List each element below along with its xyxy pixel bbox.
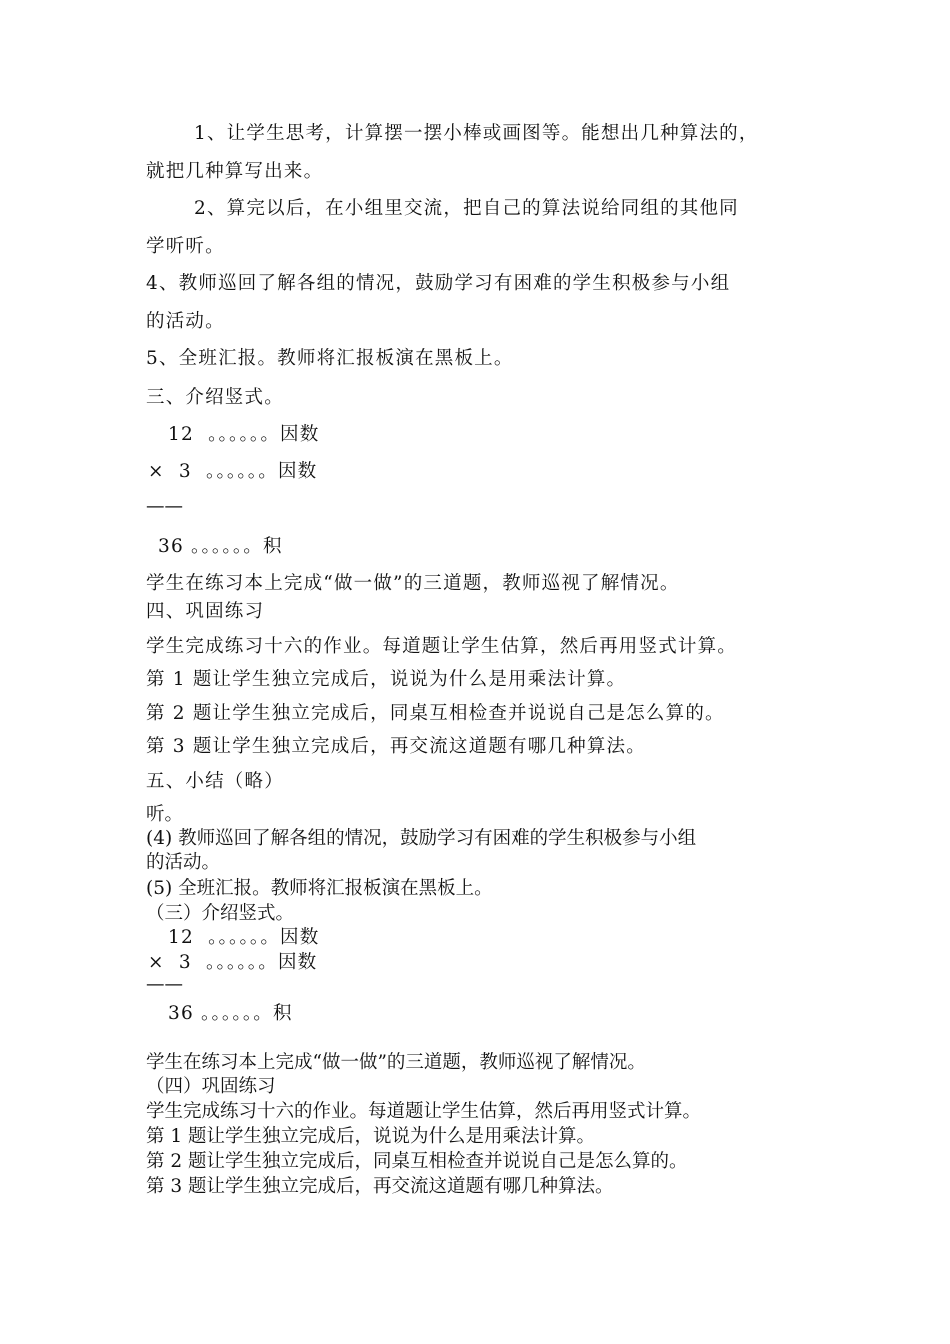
paragraph-line: 学听听。 xyxy=(146,236,225,257)
paragraph-line: 第 3 题让学生独立完成后，再交流这道题有哪几种算法。 xyxy=(146,736,646,757)
section-heading: 三、介绍竖式。 xyxy=(146,387,284,408)
paragraph-line: (5) 全班汇报。教师将汇报板演在黑板上。 xyxy=(146,878,493,899)
paragraph-line: 学生完成练习十六的作业。每道题让学生估算，然后再用竖式计算。 xyxy=(146,1101,702,1122)
vertical-calc-line: 12 。。。。。。因数 xyxy=(168,424,320,445)
paragraph-line: 学生在练习本上完成“做一做”的三道题，教师巡视了解情况。 xyxy=(146,573,680,594)
paragraph-line: 听。 xyxy=(146,804,184,825)
paragraph-line: 4、教师巡回了解各组的情况，鼓励学习有困难的学生积极参与小组 xyxy=(146,273,731,294)
paragraph-line: 2、算完以后，在小组里交流，把自己的算法说给同组的其他同 xyxy=(194,198,739,219)
vertical-calc-line: 36 。。。。。。积 xyxy=(158,536,283,557)
paragraph-line: (4) 教师巡回了解各组的情况，鼓励学习有困难的学生积极参与小组 xyxy=(146,828,697,849)
paragraph-line: 第 2 题让学生独立完成后，同桌互相检查并说说自己是怎么算的。 xyxy=(146,1151,688,1172)
paragraph-line: 学生完成练习十六的作业。每道题让学生估算，然后再用竖式计算。 xyxy=(146,636,738,657)
paragraph-line: 的活动。 xyxy=(146,852,221,873)
paragraph-line: 第 3 题让学生独立完成后，再交流这道题有哪几种算法。 xyxy=(146,1176,614,1197)
vertical-calc-line: × 3 。。。。。。因数 xyxy=(148,952,318,973)
section-heading: （三）介绍竖式。 xyxy=(146,903,295,924)
paragraph-line: 1、让学生思考，计算摆一摆小棒或画图等。能想出几种算法的， xyxy=(194,123,759,144)
paragraph-line: 5、全班汇报。教师将汇报板演在黑板上。 xyxy=(146,348,514,369)
vertical-calc-rule: —— xyxy=(146,974,183,995)
paragraph-line: 的活动。 xyxy=(146,311,225,332)
paragraph-line: 第 2 题让学生独立完成后，同桌互相检查并说说自己是怎么算的。 xyxy=(146,703,725,724)
section-heading: 五、小结（略） xyxy=(146,771,284,792)
paragraph-line: 学生在练习本上完成“做一做”的三道题，教师巡视了解情况。 xyxy=(146,1052,646,1073)
section-heading: 四、巩固练习 xyxy=(146,601,265,622)
paragraph-line: 第 1 题让学生独立完成后，说说为什么是用乘法计算。 xyxy=(146,1126,596,1147)
paragraph-line: 第 1 题让学生独立完成后，说说为什么是用乘法计算。 xyxy=(146,669,627,690)
section-heading: （四）巩固练习 xyxy=(146,1076,276,1097)
vertical-calc-line: 36 。。。。。。积 xyxy=(168,1003,293,1024)
paragraph-line: 就把几种算写出来。 xyxy=(146,161,324,182)
vertical-calc-line: × 3 。。。。。。因数 xyxy=(148,461,318,482)
vertical-calc-line: 12 。。。。。。因数 xyxy=(168,927,320,948)
vertical-calc-rule: —— xyxy=(146,496,183,517)
